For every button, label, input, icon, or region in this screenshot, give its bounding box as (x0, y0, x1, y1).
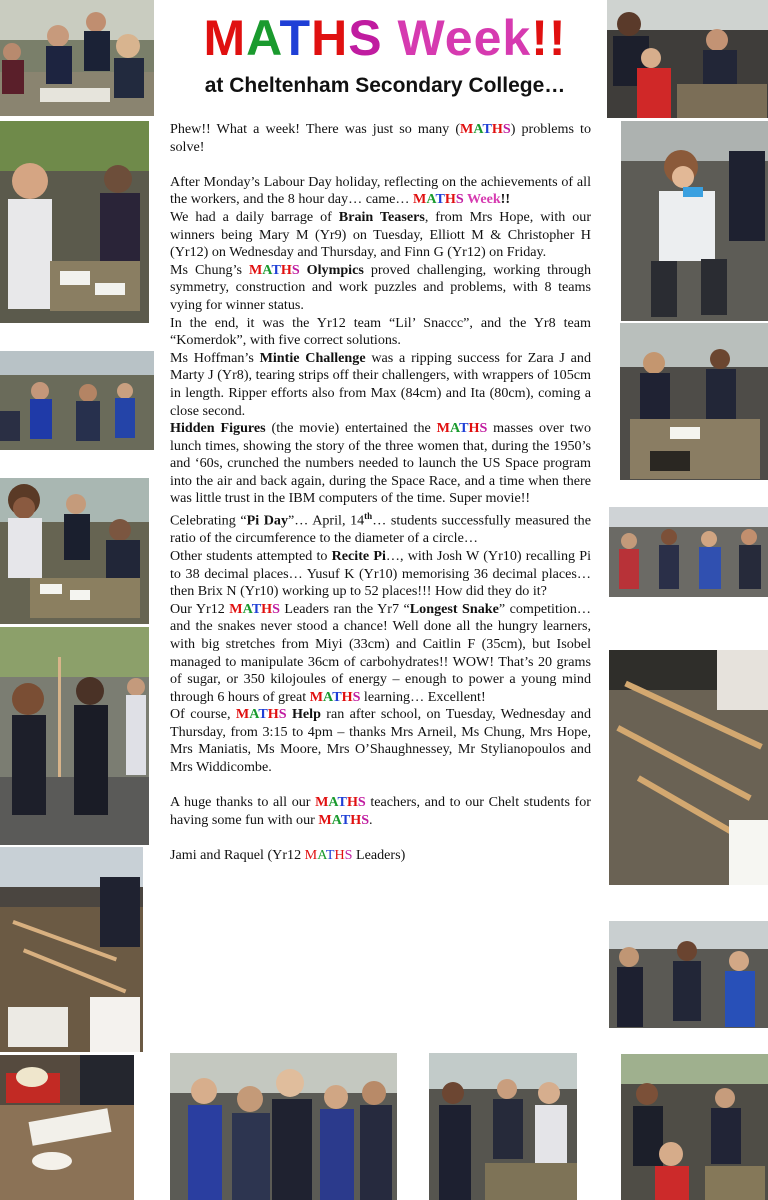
page-title (170, 6, 600, 70)
ordinal: th (364, 511, 373, 522)
text: . (369, 811, 373, 828)
text: ” competition… and the snakes never stood a chance! Well done all the hungry learners, with big stretches from Miyi (33cm) and Caitlin F (35cm), but Isobel managed to manipulate 36cm of carbohydrates!! WOW! That’s 20 grams of sugar, or 350 kilojoules of energy – enough to power a young mind through 6 hours of great (170, 600, 591, 705)
photo-crowd-classroom (609, 507, 768, 597)
title-letter-h: H (311, 10, 349, 66)
title-letter-m: M (203, 10, 247, 66)
title-week: Week (397, 10, 532, 66)
text: teachers, and to our Chelt students for having some fun with our (170, 794, 591, 828)
text: Our Yr12 (170, 600, 230, 617)
paragraph-thanks (170, 794, 591, 829)
paragraph-intro (170, 121, 591, 156)
text: … students successfully measured the ratio of the circumference to the diameter of a circle… (170, 512, 591, 547)
text: Other students attempted to (170, 547, 332, 564)
text: …, with Josh W (Yr10) recalling Pi to 38 decimal places… Yusuf K (Yr10) memorising 36 decimal places… then Brix N (Yr10) working up to 52 places!!! How did they do it? (170, 547, 591, 600)
subtitle: at Cheltenham Secondary College… (204, 74, 566, 97)
paragraph-hidden-figures (170, 420, 591, 508)
text: ”… April, 14 (288, 512, 365, 529)
photo-pi-circle-measuring (609, 650, 768, 885)
paragraph-maths-help (170, 706, 591, 776)
photo-boy-brain-teaser (621, 121, 768, 321)
text: Leaders) (352, 847, 406, 864)
paragraph-longest-snake (170, 601, 591, 707)
text: (the movie) entertained the (265, 420, 437, 437)
photo-group-bottom-right (621, 1054, 768, 1200)
maths-word: MATHS (235, 706, 287, 723)
title-letter-s: S (348, 10, 383, 66)
photo-students-cards-table (0, 478, 149, 624)
text: A huge thanks to all our (170, 794, 316, 811)
photo-pi-day-cake (0, 1055, 134, 1200)
text: ran after school, on Tuesday, Wednesday and Thursday, from 3:15 to 4pm – thanks Mrs Arneil, Ms Chung, Mrs Hope, Mrs Maniatis, Ms Moore, Mrs O’Shaughnessey, Mr Stylianopoulos and Mrs Widdicombe. (170, 706, 591, 776)
text: Ms Hoffman’s (170, 349, 260, 366)
help-label: Help (291, 706, 321, 723)
photo-girls-group (170, 1053, 397, 1200)
text: After Monday’s Labour Day holiday, reflecting on the achievements of all the workers, and the 8 hour day… came… (170, 173, 591, 208)
paragraph-mintie (170, 350, 591, 420)
paragraph-olympics (170, 262, 591, 315)
text: Celebrating “ (170, 512, 247, 529)
text: Ms Chung’s (170, 261, 249, 278)
longest-snake-label: Longest Snake (409, 600, 499, 617)
maths-word: MATHS (315, 794, 366, 811)
photo-students-working (0, 121, 149, 323)
photo-students-measuring (0, 627, 149, 845)
photo-group-outdoor (0, 351, 154, 450)
maths-word: MATHS (304, 847, 353, 864)
title-letter-a: A (246, 10, 280, 66)
maths-word: MATHS (460, 121, 511, 137)
text: masses over two lunch times, showing the story of the three women that, during the 1950’s and ‘60s, crunched the numbers needed to launch the US Space program into the air and back again, during the Space Race, and a time when there was little trust in the IBM computers of the time. Super movie!! (170, 420, 592, 507)
maths-word: MATHS Week (413, 191, 501, 208)
text: , from Mrs Hope, with our winners being Mary M (Yr9) on Tuesday, Elliott M & Christopher H (Yr12) on Wednesday and Thursday, and Finn G (Yr12) on Friday. (170, 208, 592, 261)
title-exclaim: !! (531, 10, 567, 66)
text: Phew!! What a week! There was just so many ( (170, 121, 461, 137)
paragraph-pi-day (170, 508, 591, 548)
paragraph-brain-teasers (170, 209, 591, 262)
mintie-label: Mintie Challenge (259, 349, 366, 366)
maths-word: MATHS (229, 600, 280, 617)
photo-students-at-table (620, 323, 768, 480)
paragraph-recite-pi (170, 548, 591, 601)
text: ) problems to solve! (170, 121, 592, 155)
article-body (170, 121, 591, 865)
text: Leaders ran the Yr7 “ (279, 600, 410, 617)
text: learning… Excellent! (360, 688, 486, 705)
maths-word: MATHS (318, 811, 370, 828)
photo-students-outside (429, 1053, 577, 1200)
maths-word: MATHS (248, 261, 300, 278)
text: Of course, (170, 706, 236, 723)
olympics-label: Olympics (306, 261, 364, 278)
photo-students-classroom (607, 0, 768, 118)
maths-word: MATHS (436, 420, 488, 437)
text: We had a daily barrage of (170, 208, 339, 225)
paragraph-winners: In the end, it was the Yr12 team “Lil’ Snaccc”, and the Yr8 team “Komerdok”, with five correct solutions. (170, 314, 591, 349)
pi-day-label: Pi Day (246, 512, 289, 529)
recite-pi-label: Recite Pi (331, 547, 386, 564)
photo-pi-measuring-table (0, 847, 143, 1052)
paragraph-signoff (170, 847, 591, 865)
photo-students-table-group (609, 921, 768, 1028)
hidden-figures-label: Hidden Figures (170, 420, 266, 437)
photo-students-outdoor-table (0, 0, 154, 116)
maths-word: MATHS (309, 688, 361, 705)
brain-teasers-label: Brain Teasers (338, 208, 425, 225)
text: was a ripping success for Zara J and Marty J (Yr8), tearing strips off their challengers, with wrappers of 105cm in length. Ripper efforts also from Max (84cm) and Ita (80cm), coming a close second. (170, 349, 591, 419)
text: !! (500, 191, 511, 208)
text: proved challenging, working through symmetry, construction and work puzzles and problems, with 8 teams vying for winner status. (170, 261, 591, 313)
paragraph-labour-day (170, 174, 591, 209)
text: Jami and Raquel (Yr12 (170, 847, 305, 864)
title-letter-t: T (279, 10, 312, 66)
